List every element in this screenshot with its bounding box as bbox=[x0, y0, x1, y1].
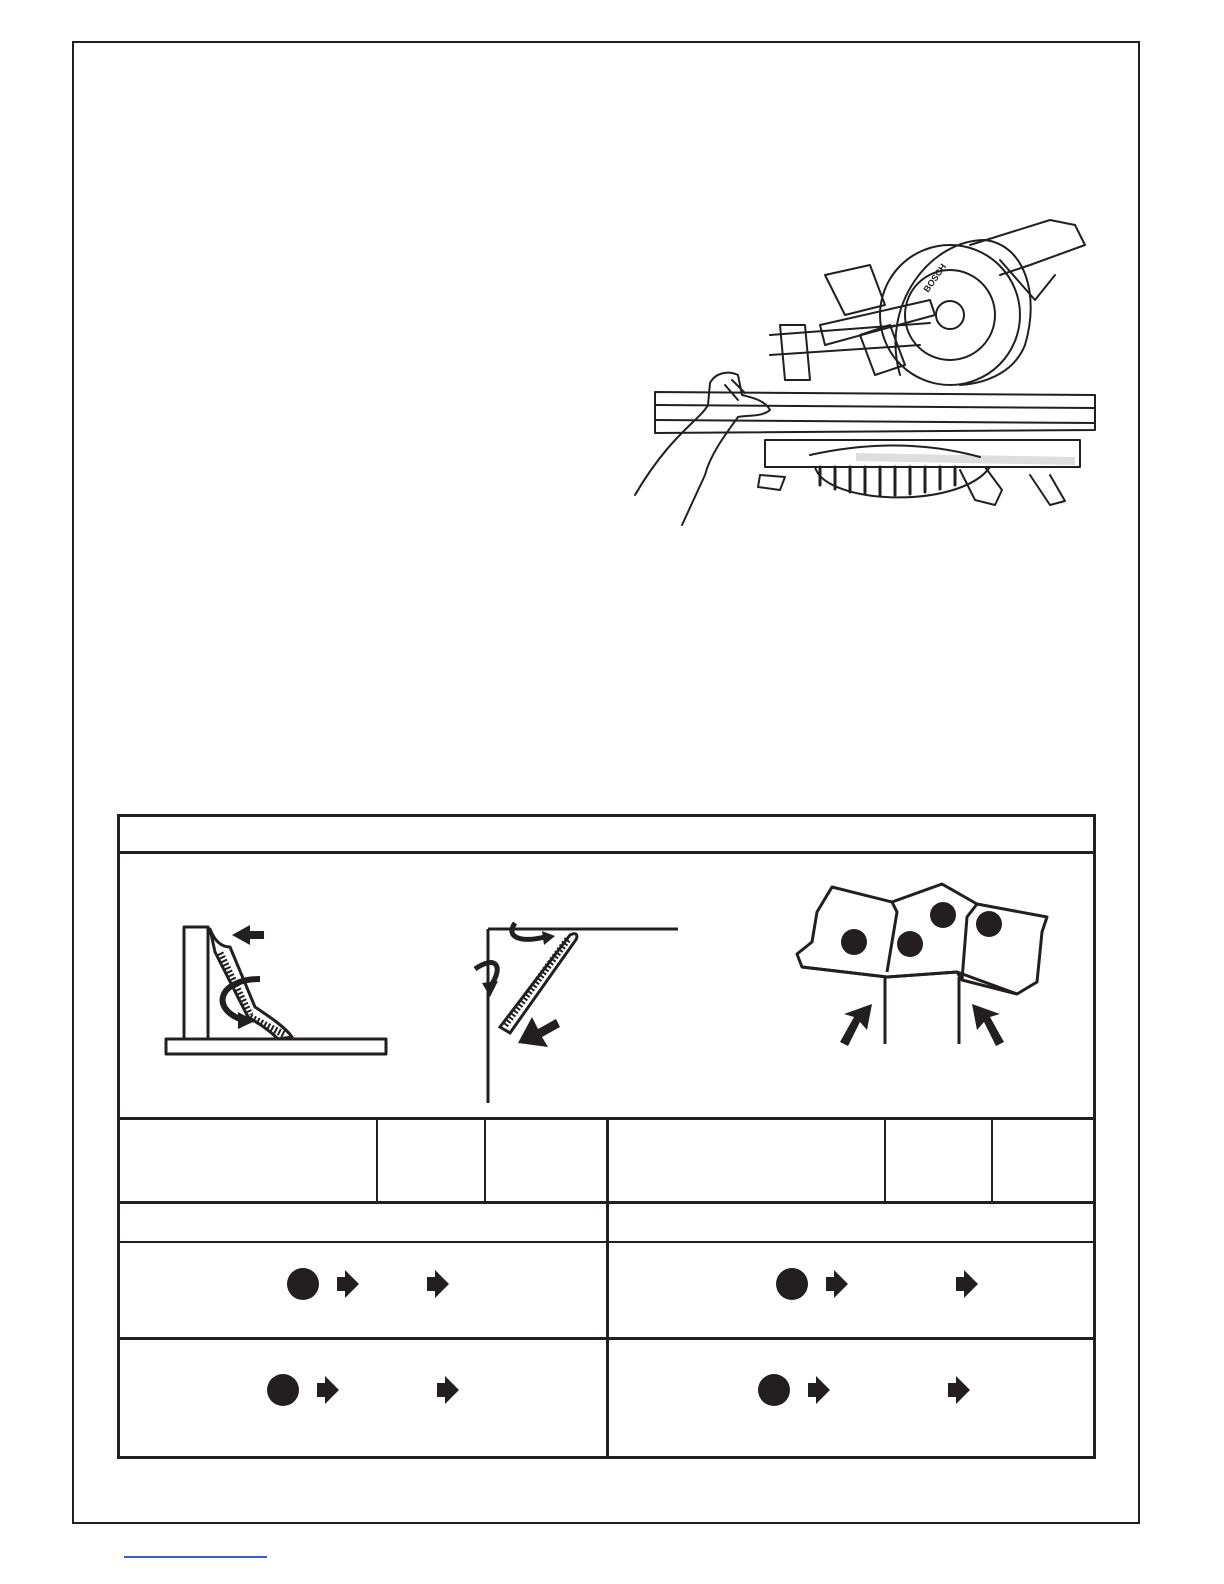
marker-circle bbox=[897, 931, 923, 957]
marker-circle bbox=[267, 1374, 299, 1406]
right-arrow-icon bbox=[427, 1270, 449, 1298]
right-arrow-icon bbox=[826, 1270, 848, 1298]
step-sequence-left-2 bbox=[265, 1370, 485, 1410]
marker-circle bbox=[976, 911, 1002, 937]
right-arrow-icon bbox=[956, 1270, 978, 1298]
crown-molding-table bbox=[117, 814, 1096, 1459]
right-arrow-icon bbox=[808, 1376, 830, 1404]
table-col-divider-3 bbox=[884, 1117, 886, 1201]
marker-circle bbox=[758, 1374, 790, 1406]
step-sequence-right-2 bbox=[756, 1370, 986, 1410]
right-arrow-icon bbox=[317, 1376, 339, 1404]
miter-saw-illustration bbox=[630, 205, 1100, 535]
right-arrow-icon bbox=[337, 1270, 359, 1298]
footer-link-underline[interactable] bbox=[124, 1556, 267, 1558]
table-col-divider-2 bbox=[484, 1117, 486, 1201]
miter-saw-drawing bbox=[630, 205, 1100, 535]
marker-circle bbox=[841, 929, 867, 955]
table-center-divider bbox=[606, 1117, 609, 1459]
step-sequence-left-1 bbox=[285, 1264, 485, 1304]
ceiling-corner-diagram bbox=[460, 907, 690, 1107]
table-header-divider bbox=[120, 851, 1093, 854]
right-arrow-icon bbox=[948, 1376, 970, 1404]
marker-circle bbox=[287, 1268, 319, 1300]
marker-circle bbox=[930, 902, 956, 928]
molding-piece-diagram bbox=[792, 872, 1052, 1052]
table-col-divider-4 bbox=[991, 1117, 993, 1201]
marker-circle bbox=[776, 1268, 808, 1300]
flat-position-diagram bbox=[160, 917, 390, 1062]
right-arrow-icon bbox=[437, 1376, 459, 1404]
saw-brand-text: BOSCH bbox=[921, 261, 949, 295]
table-col-divider-1 bbox=[376, 1117, 378, 1201]
step-sequence-right-1 bbox=[774, 1264, 1004, 1304]
